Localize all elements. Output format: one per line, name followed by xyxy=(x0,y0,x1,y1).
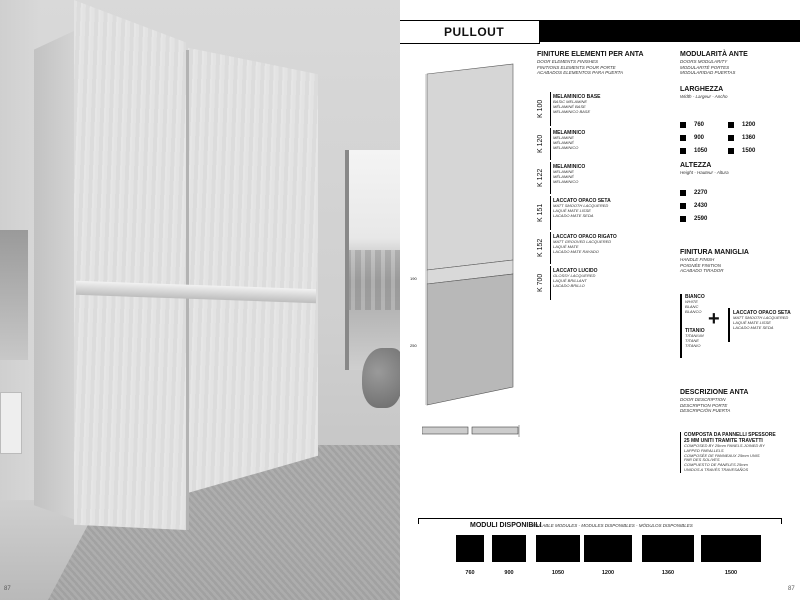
square-icon xyxy=(728,135,734,141)
modularita-subtitle-1: DOORS MODULARITY xyxy=(680,59,728,64)
finish-name: MELAMINICO xyxy=(553,130,586,136)
bracket-line xyxy=(680,294,682,358)
finish-sub: MELAMINICO xyxy=(553,178,579,184)
finiture-list xyxy=(537,92,672,382)
altezza-sub: Height - Hauteur - Altura xyxy=(680,170,729,175)
descrizione-section xyxy=(680,388,795,414)
finish-sub: BASIC MELAMINE xyxy=(553,99,588,104)
finish-name: MELAMINICO BASE xyxy=(553,94,601,100)
finish-sub: LACADO MATE RAYADO xyxy=(553,248,599,254)
module-size-label: 1200 xyxy=(601,570,615,576)
armchair xyxy=(362,348,400,408)
finiture-subtitle-1: DOOR ELEMENTS FINISHES xyxy=(537,59,599,64)
altezza-section xyxy=(680,161,795,176)
finish-code: K 152 xyxy=(537,238,544,258)
bracket-line xyxy=(728,308,730,342)
page-title: PULLOUT xyxy=(444,25,505,39)
maniglia-subtitle-3: ACABADO TIRADOR xyxy=(680,268,724,273)
page-number-right: 87 xyxy=(788,586,795,592)
finish-text xyxy=(553,164,585,184)
finish-item xyxy=(537,128,672,160)
finish-code: K 100 xyxy=(537,99,544,119)
larghezza-sub: Width - Largeur - Ancho xyxy=(680,93,728,99)
descrizione-title: DESCRIZIONE ANTA xyxy=(680,389,749,396)
dim-top-label: 190 xyxy=(410,276,417,281)
module-size-label: 1050 xyxy=(551,570,565,576)
finish-item xyxy=(537,232,672,264)
plus-icon: + xyxy=(708,308,720,330)
finish-bracket xyxy=(547,92,551,126)
finish-text xyxy=(553,94,601,114)
finish-code: K 122 xyxy=(537,168,544,188)
modularita-title: MODULARITÀ ANTE xyxy=(680,51,748,58)
finish-text xyxy=(553,268,598,288)
square-icon xyxy=(680,122,686,128)
maniglia-options xyxy=(680,290,795,370)
finish-sub: MÉLAMINÉ xyxy=(553,139,574,145)
altezza-title: ALTEZZA xyxy=(680,162,712,169)
finiture-title: FINITURE ELEMENTI PER ANTA xyxy=(537,51,644,58)
wardrobe-door-right xyxy=(188,0,318,530)
modularita-subtitle-3: MODULARIDAD PUERTAS xyxy=(680,70,736,75)
height-option: 2270 xyxy=(680,184,707,194)
door-drawing xyxy=(425,62,515,407)
finish-text xyxy=(553,198,611,218)
finish-sub: MATT GROOVED LACQUERED xyxy=(553,239,612,244)
finish-sub: LAQUÉ BRILLANT xyxy=(553,277,587,283)
finish-item xyxy=(537,92,672,126)
handle-finish-titanium: TITANIO TITANIUM TITANE TITANIO xyxy=(685,328,705,348)
finish-text xyxy=(553,234,617,254)
finish-code: K 120 xyxy=(537,134,544,154)
modularita-section xyxy=(680,50,795,99)
descrizione-subtitle-3: DESCRIPCIÓN PUERTA xyxy=(680,408,731,413)
finish-sub: LACADO BRILLO xyxy=(553,282,585,288)
module-size-label: 760 xyxy=(465,570,475,576)
module-size-label: 1360 xyxy=(661,570,675,576)
finish-sub: LAQUÉ MATE xyxy=(553,243,579,249)
module-block xyxy=(536,535,580,562)
square-icon xyxy=(728,148,734,154)
dim-bottom-label: 250 xyxy=(410,343,417,348)
module-block xyxy=(642,535,694,562)
square-icon xyxy=(680,190,686,196)
width-option: 900 xyxy=(680,129,704,139)
moduli-section xyxy=(418,515,782,585)
width-option: 1360 xyxy=(728,129,755,139)
moduli-subtitle: AVAILABLE MODULES - MODULES DISPONIBLES - MÓDULOS DISPONIBLES xyxy=(530,523,693,528)
finiture-subtitle-2: FINITIONS ELEMENTS POUR PORTE xyxy=(537,64,616,70)
module-block xyxy=(456,535,484,562)
finish-sub: MELAMINICO BASE xyxy=(553,108,591,114)
finish-sub: GLOSSY LACQUERED xyxy=(553,273,596,278)
finish-name: MELAMINICO xyxy=(553,164,586,170)
divider xyxy=(418,518,782,519)
moduli-title: MODULI DISPONIBILI xyxy=(470,522,542,529)
square-icon xyxy=(680,203,686,209)
module-block xyxy=(584,535,632,562)
finish-sub: MELAMINICO xyxy=(553,144,579,150)
maniglia-title: FINITURA MANIGLIA xyxy=(680,249,749,256)
descrizione-text: COMPOSTA DA PANNELLI SPESSORE 25 MM UNITI TRAMITE TRAVETTI COMPOSED BY 25mm PANELS JOINED BY LAPPED PARALLELS COMPOSÉE DE PANNEAUX 25mm UNIS PAR DES SOLIVES COMPUESTO DE PANELES 25mm UNIDOS A TRAVÉS TRAVESAÑOS xyxy=(680,432,794,473)
finish-bracket xyxy=(547,162,551,194)
wardrobe-door-left xyxy=(74,0,186,530)
title-bar xyxy=(539,20,800,42)
page-number-left: 87 xyxy=(4,586,11,592)
spec-sheet xyxy=(400,0,800,600)
wardrobe-side xyxy=(34,30,76,520)
height-option: 2430 xyxy=(680,197,707,207)
module-block xyxy=(492,535,526,562)
finish-name: LACCATO OPACO RIGATO xyxy=(553,234,617,240)
finish-sub: MÉLAMINÉ BASE xyxy=(553,103,586,109)
finish-code: K 151 xyxy=(537,203,544,223)
title-box xyxy=(400,20,540,44)
finiture-subtitle-3: ACABADOS ELEMENTOS PARA PUERTA xyxy=(537,70,624,75)
modularita-subtitle-2: MODULARITÉ PORTES xyxy=(680,64,730,70)
square-icon xyxy=(680,148,686,154)
finish-text xyxy=(553,130,585,150)
width-values xyxy=(680,116,790,156)
width-option: 760 xyxy=(680,116,704,126)
width-option: 1500 xyxy=(728,142,755,152)
finiture-section xyxy=(537,50,672,76)
larghezza-title: LARGHEZZA xyxy=(680,85,724,93)
module-block xyxy=(701,535,761,562)
maniglia-subtitle-1: HANDLE FINISH xyxy=(680,257,715,262)
finish-sub: MÉLAMINÉ xyxy=(553,173,574,179)
finish-sub: MATT SMOOTH LACQUERED xyxy=(553,203,609,208)
height-option: 2590 xyxy=(680,210,707,220)
square-icon xyxy=(728,122,734,128)
maniglia-subtitle-2: POIGNÉE FINITION xyxy=(680,262,722,268)
width-option: 1200 xyxy=(728,116,755,126)
module-size-label: 900 xyxy=(504,570,514,576)
door-upper-panel xyxy=(427,64,513,270)
square-icon xyxy=(680,135,686,141)
finish-code: K 700 xyxy=(537,273,544,293)
finish-sub: LACADO MATE SEDA xyxy=(553,212,594,218)
maniglia-section xyxy=(680,248,795,274)
finish-item xyxy=(537,196,672,230)
finish-item xyxy=(537,266,672,300)
left-window xyxy=(0,230,28,360)
finish-sub: LAQUÉ MATE LISSE xyxy=(553,207,591,213)
finish-name: LACCATO OPACO SETA xyxy=(553,198,611,204)
door-section-drawing xyxy=(422,425,522,437)
descrizione-subtitle-2: DESCRIPTION PORTE xyxy=(680,402,728,408)
square-icon xyxy=(680,216,686,222)
finish-bracket xyxy=(547,232,551,264)
module-size-label: 1500 xyxy=(724,570,738,576)
height-values xyxy=(680,184,790,224)
finish-item xyxy=(537,162,672,194)
finish-bracket xyxy=(547,196,551,230)
descrizione-subtitle-1: DOOR DESCRIPTION xyxy=(680,397,726,402)
handle-finish-lacquer: LACCATO OPACO SETA MATT SMOOTH LACQUERED LAQUÉ MATE LISSE LACADO MATE SEDA xyxy=(733,310,791,330)
finish-bracket xyxy=(547,266,551,300)
finish-bracket xyxy=(547,128,551,160)
door-lower-panel xyxy=(427,274,513,405)
window xyxy=(345,150,400,370)
handle-finish-white: BIANCO WHITE BLANC BLANCO xyxy=(685,294,705,314)
finish-name: LACCATO LUCIDO xyxy=(553,268,598,274)
finish-sub: MELAMINE xyxy=(553,135,574,140)
finish-sub: MELAMINE xyxy=(553,169,574,174)
width-option: 1050 xyxy=(680,142,707,152)
bed xyxy=(0,392,22,454)
